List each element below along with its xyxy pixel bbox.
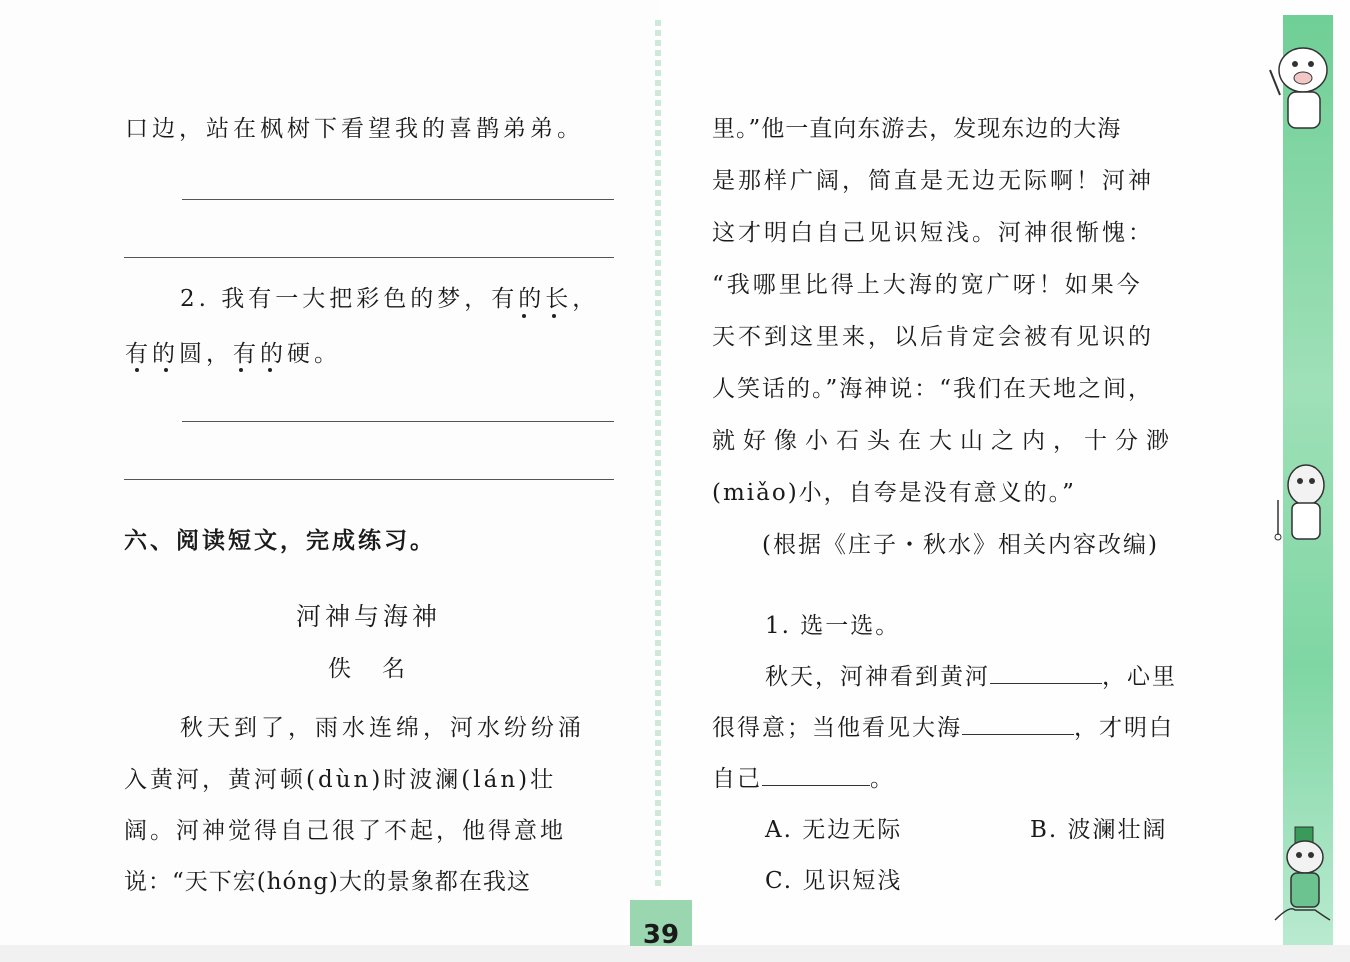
question-2-line2: 有的圆，有的硬。 [125, 341, 341, 367]
story-paragraph-line: 里。”他一直向东游去，发现东边的大海 [712, 116, 1122, 142]
question-1-title: 1. 选一选。 [765, 613, 901, 639]
emphasis-dot [268, 368, 272, 372]
section-title: 六、阅读短文，完成练习。 [124, 528, 436, 554]
option-c[interactable]: C. 见识短浅 [765, 868, 903, 894]
fill-blank[interactable] [962, 712, 1074, 735]
source-note: (根据《庄子・秋水》相关内容改编) [762, 532, 1159, 558]
story-paragraph-line: 这才明白自己见识短浅。河神很惭愧： [712, 220, 1154, 246]
question-text: ，才明白 [1074, 715, 1174, 741]
emphasis-dot [552, 314, 556, 318]
answer-line[interactable] [124, 479, 614, 480]
story-paragraph-line: 人笑话的。”海神说：“我们在天地之间， [712, 376, 1154, 402]
emphasis-dot [135, 368, 139, 372]
answer-line[interactable] [124, 257, 614, 258]
wolf-mascot-icon [1268, 455, 1338, 555]
pig-mascot-icon [1258, 40, 1338, 140]
page-bottom-edge [0, 945, 1350, 962]
story-paragraph-line: 是那样广阔，简直是无边无际啊！河神 [712, 168, 1154, 194]
book-gutter [655, 20, 661, 890]
question-1-line2 [712, 709, 1174, 742]
story-paragraph-line: 说：“天下宏(hóng)大的景象都在我这 [124, 869, 531, 895]
question-1-line3 [712, 760, 895, 793]
story-paragraph-line: “我哪里比得上大海的宽广呀！如果今 [712, 272, 1143, 298]
text-line: 口边，站在枫树下看望我的喜鹊弟弟。 [125, 116, 584, 142]
question-1-line1 [765, 658, 1177, 691]
fox-mascot-icon [1265, 825, 1340, 930]
story-paragraph-line: (miǎo)小，自夸是没有意义的。” [712, 480, 1076, 506]
option-b[interactable]: B. 波澜壮阔 [1030, 817, 1168, 843]
story-title: 河神与海神 [296, 602, 442, 631]
answer-line[interactable] [182, 199, 614, 200]
emphasis-dot [522, 314, 526, 318]
emphasis-dot [164, 368, 168, 372]
story-paragraph-line: 秋天到了，雨水连绵，河水纷纷涌 [180, 715, 585, 741]
question-2-line1: 2. 我有一大把彩色的梦，有的长， [180, 286, 600, 312]
question-text: 很得意；当他看见大海 [712, 715, 962, 741]
story-paragraph-line: 天不到这里来，以后肯定会被有见识的 [712, 324, 1154, 350]
fill-blank[interactable] [762, 763, 870, 786]
question-text: 。 [870, 766, 895, 792]
story-author: 佚 名 [328, 656, 409, 682]
question-text: ，心里 [1102, 664, 1177, 690]
question-text: 自己 [712, 766, 762, 792]
page-number: 39 [630, 900, 692, 946]
story-paragraph-line: 阔。河神觉得自己很了不起，他得意地 [124, 818, 566, 844]
question-text: 秋天，河神看到黄河 [765, 664, 990, 690]
answer-line[interactable] [182, 421, 614, 422]
fill-blank[interactable] [990, 661, 1102, 684]
option-a[interactable]: A. 无边无际 [765, 817, 903, 843]
story-paragraph-line: 就好像小石头在大山之内，十分渺 [712, 428, 1177, 454]
story-paragraph-line: 入黄河，黄河顿(dùn)时波澜(lán)壮 [124, 767, 557, 793]
emphasis-dot [239, 368, 243, 372]
